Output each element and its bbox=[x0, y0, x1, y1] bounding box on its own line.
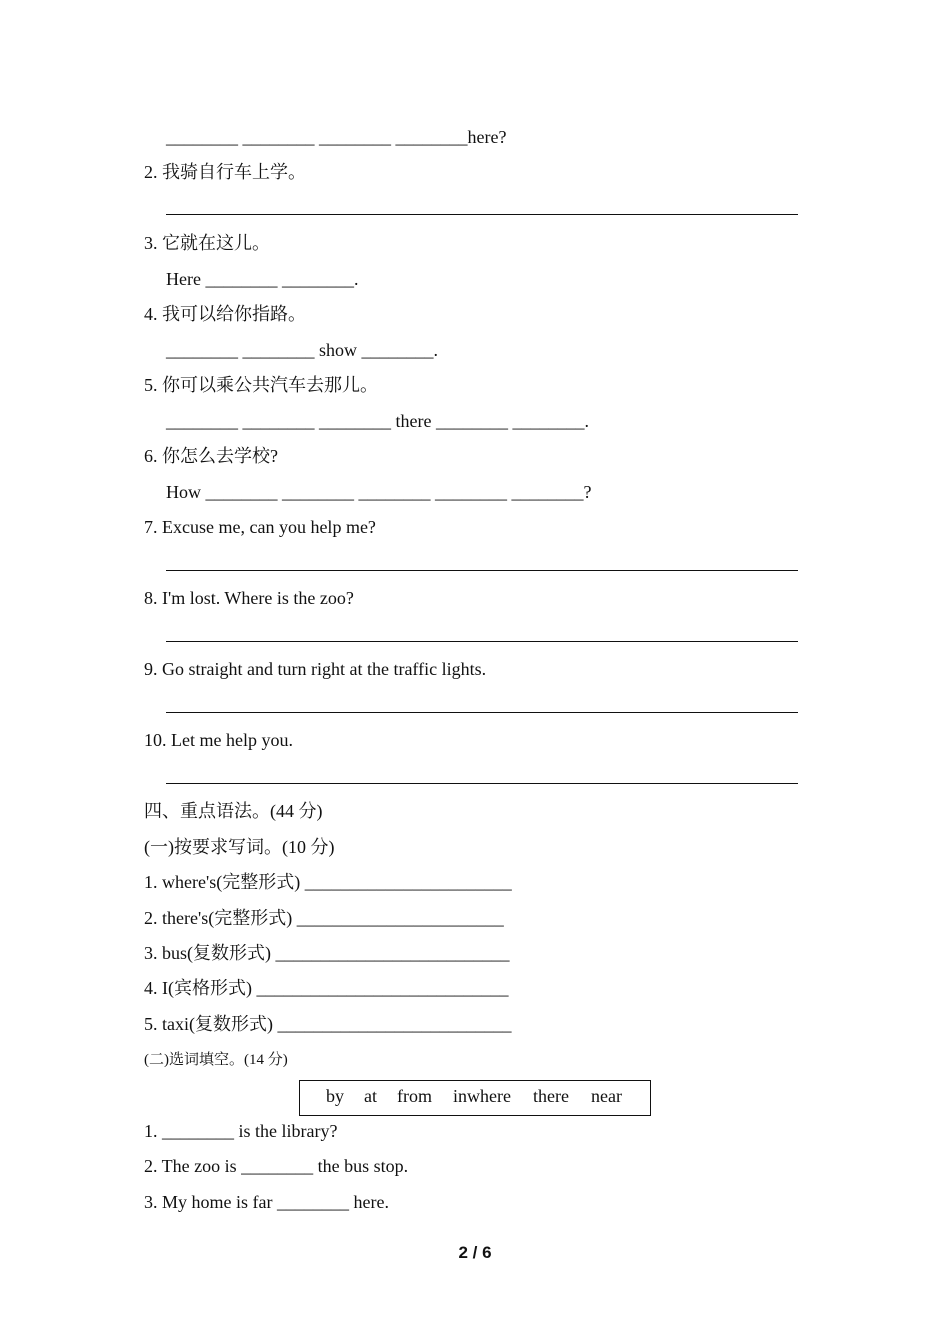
word-bank-item: by bbox=[326, 1086, 344, 1106]
q4-answer-line[interactable]: ________ ________ show ________. bbox=[166, 340, 439, 360]
q8-prompt: 8. I'm lost. Where is the zoo? bbox=[144, 588, 354, 608]
part1-item[interactable]: 1. where's(完整形式) _______________________ bbox=[144, 872, 512, 892]
part1-item[interactable]: 5. taxi(复数形式) __________________________ bbox=[144, 1014, 512, 1034]
word-bank-item: near bbox=[591, 1086, 622, 1106]
section-title: 四、重点语法。(44 分) bbox=[144, 801, 323, 821]
part1-item[interactable]: 3. bus(复数形式) __________________________ bbox=[144, 943, 510, 963]
q10-prompt: 10. Let me help you. bbox=[144, 730, 293, 750]
q1-answer-line[interactable]: ________ ________ ________ ________here? bbox=[166, 127, 507, 147]
part1-title: (一)按要求写词。(10 分) bbox=[144, 837, 335, 857]
q7-prompt: 7. Excuse me, can you help me? bbox=[144, 517, 376, 537]
part2-title: (二)选词填空。(14 分) bbox=[144, 1052, 288, 1068]
q6-prompt: 6. 你怎么去学校? bbox=[144, 446, 278, 466]
q7-answer-line[interactable] bbox=[166, 570, 798, 571]
q3-prompt: 3. 它就在这儿。 bbox=[144, 233, 270, 253]
word-bank-item: at bbox=[364, 1086, 377, 1106]
word-bank-item: from bbox=[397, 1086, 432, 1106]
q10-answer-line[interactable] bbox=[166, 783, 798, 784]
q9-answer-line[interactable] bbox=[166, 712, 798, 713]
word-bank-box bbox=[299, 1080, 651, 1116]
q6-answer-line[interactable]: How ________ ________ ________ ________ ________? bbox=[166, 482, 592, 502]
word-bank-item: inwhere bbox=[453, 1086, 511, 1106]
q2-prompt: 2. 我骑自行车上学。 bbox=[144, 162, 306, 182]
q5-prompt: 5. 你可以乘公共汽车去那儿。 bbox=[144, 375, 378, 395]
part1-item[interactable]: 4. I(宾格形式) ____________________________ bbox=[144, 978, 509, 998]
word-bank-item: there bbox=[533, 1086, 569, 1106]
part2-item[interactable]: 3. My home is far ________ here. bbox=[144, 1192, 389, 1212]
part2-item[interactable]: 2. The zoo is ________ the bus stop. bbox=[144, 1156, 409, 1176]
part2-item[interactable]: 1. ________ is the library? bbox=[144, 1121, 338, 1141]
page-number: 2 / 6 bbox=[458, 1243, 492, 1262]
q4-prompt: 4. 我可以给你指路。 bbox=[144, 304, 306, 324]
q3-answer-line[interactable]: Here ________ ________. bbox=[166, 269, 359, 289]
q5-answer-line[interactable]: ________ ________ ________ there ________ ________. bbox=[166, 411, 589, 431]
q9-prompt: 9. Go straight and turn right at the traffic lights. bbox=[144, 659, 487, 679]
part1-item[interactable]: 2. there's(完整形式) _______________________ bbox=[144, 908, 504, 928]
q8-answer-line[interactable] bbox=[166, 641, 798, 642]
q2-answer-line[interactable] bbox=[166, 214, 798, 215]
